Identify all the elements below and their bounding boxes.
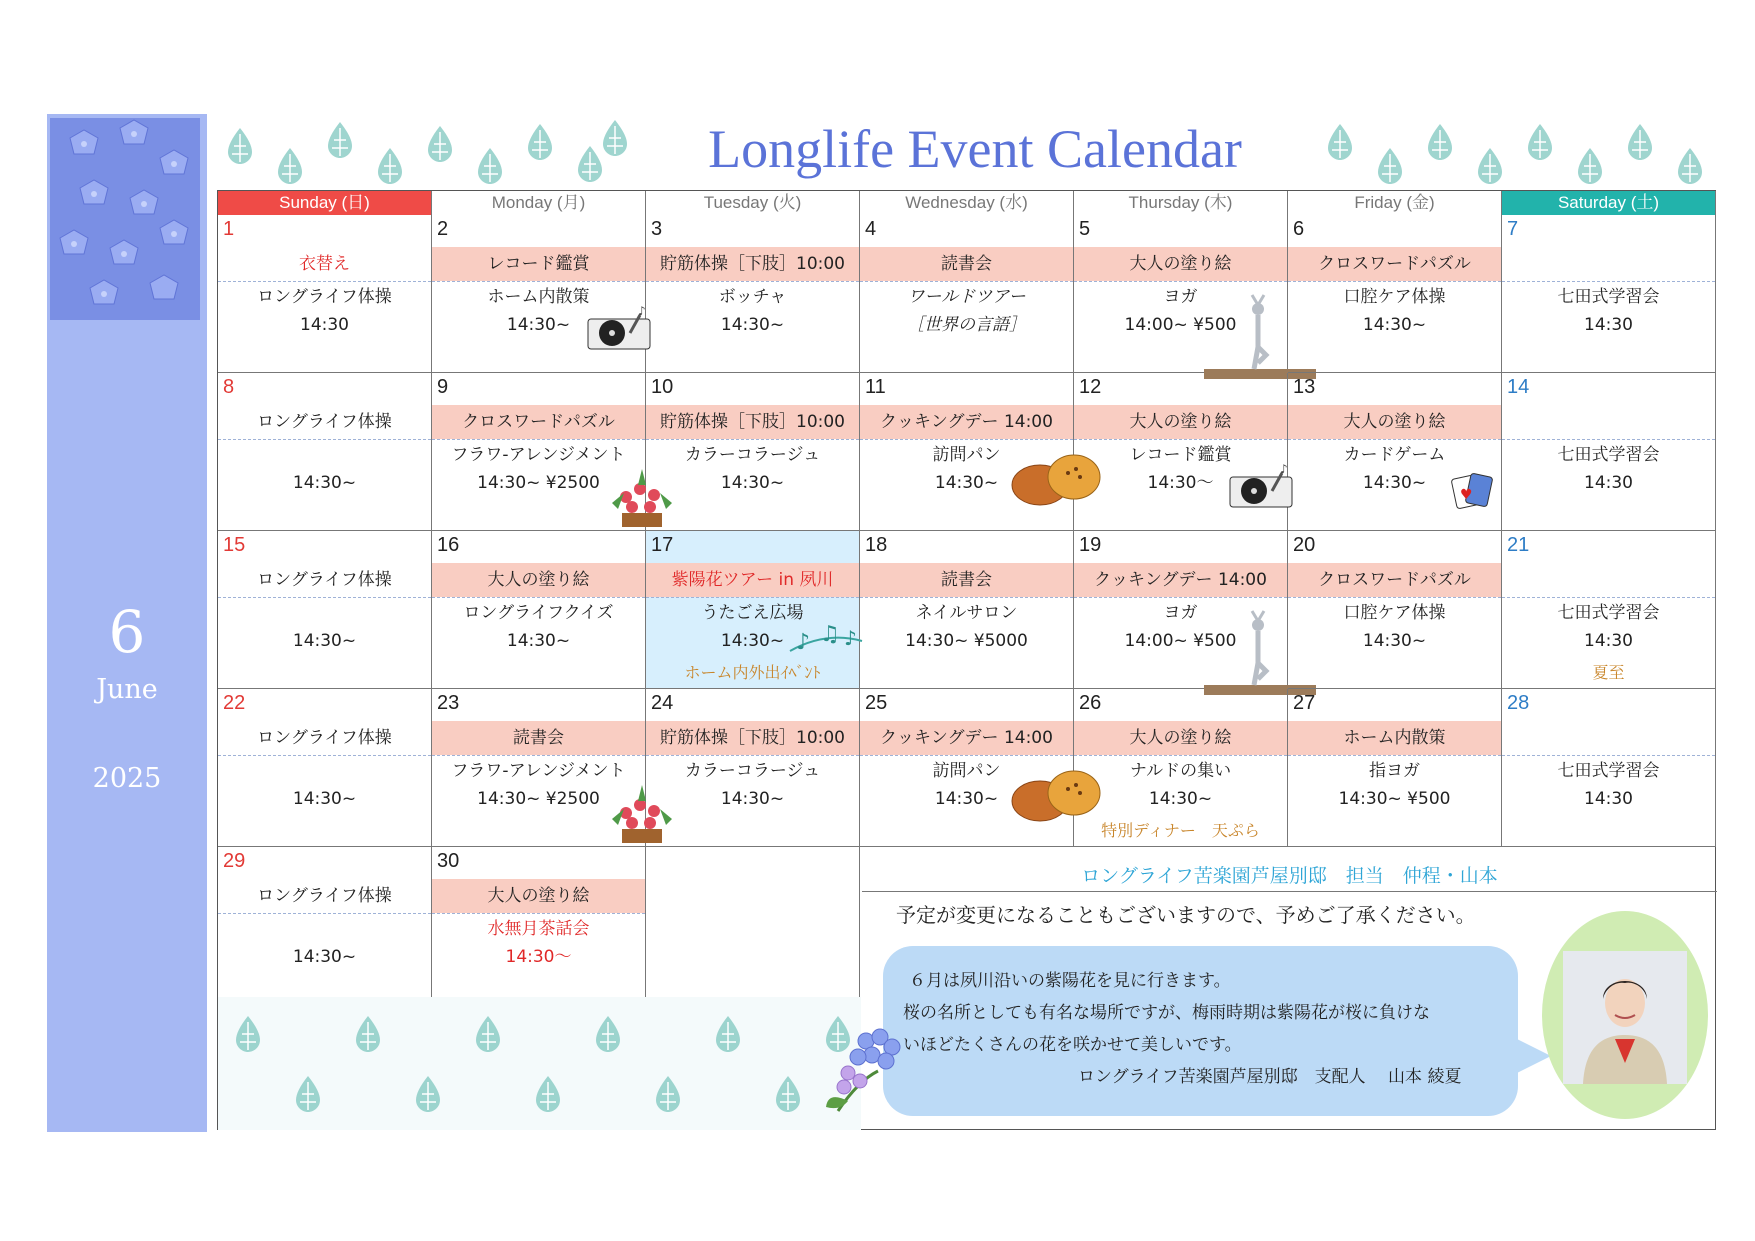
event-time: 14:30~ — [720, 789, 785, 809]
empty-day-cell — [646, 847, 860, 1005]
manager-portrait — [1563, 951, 1687, 1084]
day-number: 2 — [437, 218, 449, 240]
event-primary: 大人の塗り絵 — [1074, 405, 1287, 439]
music-notes-icon — [786, 611, 866, 665]
event-time: 14:30 — [300, 315, 349, 335]
event-time: 14:30~ — [506, 315, 571, 335]
calendar-day-cell — [1288, 531, 1502, 689]
calendar-day-cell — [218, 373, 432, 531]
event-secondary: ロングライフクイズ — [432, 597, 645, 628]
event-note: 特別ディナー 天ぷら — [1101, 821, 1260, 840]
day-number: 19 — [1079, 534, 1102, 556]
day-number: 1 — [223, 218, 235, 240]
calendar-day-cell — [860, 373, 1074, 531]
calendar-day-cell — [218, 215, 432, 373]
day-number: 13 — [1293, 376, 1316, 398]
event-primary — [1502, 721, 1715, 755]
event-secondary: 七田式学習会 — [1502, 439, 1715, 470]
event-secondary: うたごえ広場 — [646, 597, 859, 628]
event-secondary: ホーム内散策 — [432, 281, 645, 312]
event-primary: 貯筋体操［下肢］10:00 — [646, 721, 859, 755]
weekday-header-4: Thursday (木) — [1074, 191, 1288, 215]
event-secondary: ヨガ — [1074, 597, 1287, 628]
calendar-day-cell — [1074, 373, 1288, 531]
event-primary — [1502, 563, 1715, 597]
event-primary: 読書会 — [860, 247, 1073, 281]
day-number: 4 — [865, 218, 877, 240]
event-secondary: カラーコラージュ — [646, 755, 859, 786]
raindrop-decoration-bottom — [218, 997, 861, 1130]
event-time: 14:30~ — [720, 315, 785, 335]
calendar-day-cell — [646, 531, 860, 689]
calendar-day-cell — [432, 373, 646, 531]
event-primary: クッキングデー 14:00 — [1074, 563, 1287, 597]
event-secondary: フラワ-アレンジメント — [432, 439, 645, 470]
page-title: Longlife Event Calendar — [708, 119, 1242, 179]
event-primary: クッキングデー 14:00 — [860, 721, 1073, 755]
calendar-day-cell — [646, 689, 860, 847]
event-primary: ロングライフ体操 — [257, 412, 392, 432]
event-time: 14:30~ — [506, 631, 571, 651]
day-number: 28 — [1507, 692, 1530, 714]
day-number: 24 — [651, 692, 674, 714]
event-time: 14:30 — [1584, 473, 1633, 493]
event-time: 14:30~ — [934, 789, 999, 809]
event-time: 14:30~ ¥2500 — [477, 473, 600, 493]
event-secondary — [218, 913, 431, 944]
calendar-day-cell — [218, 689, 432, 847]
event-primary: ロングライフ体操 — [257, 728, 392, 748]
event-secondary — [218, 755, 431, 786]
record-player-icon — [582, 303, 656, 357]
day-number: 7 — [1507, 218, 1519, 240]
event-secondary: 口腔ケア体操 — [1288, 597, 1501, 628]
day-number: 21 — [1507, 534, 1530, 556]
event-secondary: ネイルサロン — [860, 597, 1073, 628]
event-secondary: カラーコラージュ — [646, 439, 859, 470]
event-time: 14:30〜 — [505, 947, 572, 967]
event-primary: ホーム内散策 — [1288, 721, 1501, 755]
day-number: 9 — [437, 376, 449, 398]
event-secondary: 訪問パン — [860, 439, 1073, 470]
event-secondary — [218, 597, 431, 628]
event-primary: レコード鑑賞 — [432, 247, 645, 281]
calendar-day-cell — [1074, 689, 1288, 847]
event-time: 14:30 — [1584, 315, 1633, 335]
event-time: 14:30~ — [1362, 315, 1427, 335]
svg-text:♪: ♪ — [1280, 462, 1288, 476]
message-signature: ロングライフ苦楽園芦屋別邸 支配人 山本 綾夏 — [1078, 1067, 1462, 1087]
day-number: 20 — [1293, 534, 1316, 556]
footer-facility-title: ロングライフ苦楽園芦屋別邸 担当 仲程・山本 — [862, 860, 1717, 892]
weekday-header-2: Tuesday (火) — [646, 191, 860, 215]
day-number: 22 — [223, 692, 246, 714]
message-line: いほどたくさんの花を咲かせて美しいです。 — [903, 1035, 1242, 1055]
sidebar-day-number: 6 — [108, 598, 146, 666]
day-number: 30 — [437, 850, 460, 872]
event-secondary: ワールドツアー — [860, 281, 1073, 312]
event-primary: 大人の塗り絵 — [1074, 247, 1287, 281]
event-primary: 貯筋体操［下肢］10:00 — [646, 405, 859, 439]
day-number: 18 — [865, 534, 888, 556]
day-number: 17 — [651, 534, 674, 556]
day-number: 16 — [437, 534, 460, 556]
event-primary: 読書会 — [432, 721, 645, 755]
schedule-change-notice: 予定が変更になることもございますので、予めご了承ください。 — [896, 903, 1476, 927]
raindrop-decoration-right — [1320, 114, 1716, 186]
weekday-header-1: Monday (月) — [432, 191, 646, 215]
hydrangea-bloom-decoration — [818, 1011, 928, 1121]
event-time: 14:30~ ¥500 — [1338, 789, 1451, 809]
event-time: 14:30 — [1584, 789, 1633, 809]
day-number: 25 — [865, 692, 888, 714]
event-secondary — [218, 439, 431, 470]
day-number: 23 — [437, 692, 460, 714]
event-primary: クロスワードパズル — [432, 405, 645, 439]
event-secondary: ロングライフ体操 — [218, 281, 431, 312]
event-primary: 大人の塗り絵 — [1074, 721, 1287, 755]
event-time: 14:30~ — [720, 473, 785, 493]
record-player-icon — [1224, 461, 1298, 515]
day-number: 15 — [223, 534, 246, 556]
calendar-day-cell — [1502, 689, 1716, 847]
calendar-day-cell — [860, 531, 1074, 689]
svg-text:♪: ♪ — [638, 304, 646, 318]
playing-cards-icon — [1448, 471, 1498, 515]
event-primary: クッキングデー 14:00 — [860, 405, 1073, 439]
event-secondary: ナルドの集い — [1074, 755, 1287, 786]
event-primary: ロングライフ体操 — [257, 886, 392, 906]
calendar-day-cell — [1074, 215, 1288, 373]
event-secondary: ボッチャ — [646, 281, 859, 312]
calendar-day-cell — [432, 847, 646, 1005]
day-number: 3 — [651, 218, 663, 240]
sidebar-month: June — [96, 674, 158, 705]
calendar-day-cell — [432, 531, 646, 689]
message-bubble — [883, 946, 1518, 1116]
calendar-grid — [217, 190, 1716, 1130]
sidebar-year: 2025 — [92, 763, 162, 794]
calendar-day-cell — [1502, 531, 1716, 689]
calendar-day-cell — [218, 531, 432, 689]
event-primary: 貯筋体操［下肢］10:00 — [646, 247, 859, 281]
event-primary: クロスワードパズル — [1288, 563, 1501, 597]
calendar-day-cell — [432, 689, 646, 847]
hydrangea-photo — [50, 118, 200, 320]
event-time: 14:30~ ¥2500 — [477, 789, 600, 809]
svg-text:♫: ♫ — [820, 622, 840, 647]
event-primary: クロスワードパズル — [1288, 247, 1501, 281]
event-note: 夏至 — [1592, 663, 1625, 682]
event-time: 14:00~ ¥500 — [1124, 631, 1237, 651]
calendar-day-cell — [1288, 373, 1502, 531]
event-time: 14:30~ — [1362, 631, 1427, 651]
calendar-day-cell — [860, 215, 1074, 373]
event-secondary: 七田式学習会 — [1502, 597, 1715, 628]
event-secondary: 訪問パン — [860, 755, 1073, 786]
event-time: 14:30~ — [934, 473, 999, 493]
event-time: 14:30～ — [1147, 473, 1214, 493]
day-number: 10 — [651, 376, 674, 398]
raindrop-decoration-left — [210, 114, 630, 186]
calendar-day-cell — [1288, 689, 1502, 847]
event-primary: 紫陽花ツアー in 夙川 — [646, 563, 859, 597]
day-number: 5 — [1079, 218, 1091, 240]
event-time: 14:30~ — [292, 789, 357, 809]
event-primary: 大人の塗り絵 — [432, 563, 645, 597]
day-number: 8 — [223, 376, 235, 398]
day-number: 6 — [1293, 218, 1305, 240]
event-primary: 大人の塗り絵 — [1288, 405, 1501, 439]
message-line: ６月は夙川沿いの紫陽花を見に行きます。 — [909, 971, 1231, 991]
weekday-header-6: Saturday (土) — [1502, 191, 1716, 215]
event-secondary: 七田式学習会 — [1502, 755, 1715, 786]
calendar-day-cell — [1502, 215, 1716, 373]
event-primary: 読書会 — [860, 563, 1073, 597]
event-time: ［世界の言語］ — [907, 315, 1026, 335]
day-number: 14 — [1507, 376, 1530, 398]
event-time: 14:30~ — [292, 947, 357, 967]
event-secondary: ヨガ — [1074, 281, 1287, 312]
calendar-day-cell — [860, 689, 1074, 847]
calendar-day-cell — [1074, 531, 1288, 689]
svg-text:♪: ♪ — [796, 630, 811, 655]
event-time: 14:30 — [1584, 631, 1633, 651]
event-secondary: 指ヨガ — [1288, 755, 1501, 786]
event-secondary: 七田式学習会 — [1502, 281, 1715, 312]
event-primary: 衣替え — [299, 254, 350, 274]
event-primary: 大人の塗り絵 — [432, 879, 645, 913]
day-number: 26 — [1079, 692, 1102, 714]
calendar-day-cell — [646, 215, 860, 373]
event-secondary: カードゲーム — [1288, 439, 1501, 470]
event-time: 14:30~ — [292, 631, 357, 651]
calendar-day-cell — [432, 215, 646, 373]
calendar-day-cell — [1502, 373, 1716, 531]
event-time: 14:30~ — [720, 631, 785, 651]
day-number: 29 — [223, 850, 246, 872]
event-time: 14:30~ — [1362, 473, 1427, 493]
day-number: 27 — [1293, 692, 1316, 714]
event-note: ホーム内外出ｲﾍﾞﾝﾄ — [684, 663, 821, 682]
event-secondary: フラワ-アレンジメント — [432, 755, 645, 786]
event-time: 14:30~ — [292, 473, 357, 493]
event-primary — [1502, 247, 1715, 281]
event-time: 14:30~ ¥5000 — [905, 631, 1028, 651]
event-primary: ロングライフ体操 — [257, 570, 392, 590]
event-primary — [1502, 405, 1715, 439]
message-line: 桜の名所としても有名な場所ですが、梅雨時期は紫陽花が桜に負けな — [903, 1003, 1430, 1023]
day-number: 12 — [1079, 376, 1102, 398]
weekday-header-3: Wednesday (水) — [860, 191, 1074, 215]
weekday-header-0: Sunday (日) — [218, 191, 432, 215]
event-secondary: レコード鑑賞 — [1074, 439, 1287, 470]
calendar-day-cell — [646, 373, 860, 531]
event-secondary: 水無月茶話会 — [432, 913, 645, 944]
weekday-header-5: Friday (金) — [1288, 191, 1502, 215]
svg-text:♥: ♥ — [1460, 487, 1473, 503]
event-secondary: 口腔ケア体操 — [1288, 281, 1501, 312]
calendar-day-cell — [1288, 215, 1502, 373]
event-time: 14:30~ — [1148, 789, 1213, 809]
calendar-day-cell — [218, 847, 432, 1005]
svg-text:♪: ♪ — [844, 626, 857, 650]
event-time: 14:00~ ¥500 — [1124, 315, 1237, 335]
day-number: 11 — [865, 376, 886, 398]
